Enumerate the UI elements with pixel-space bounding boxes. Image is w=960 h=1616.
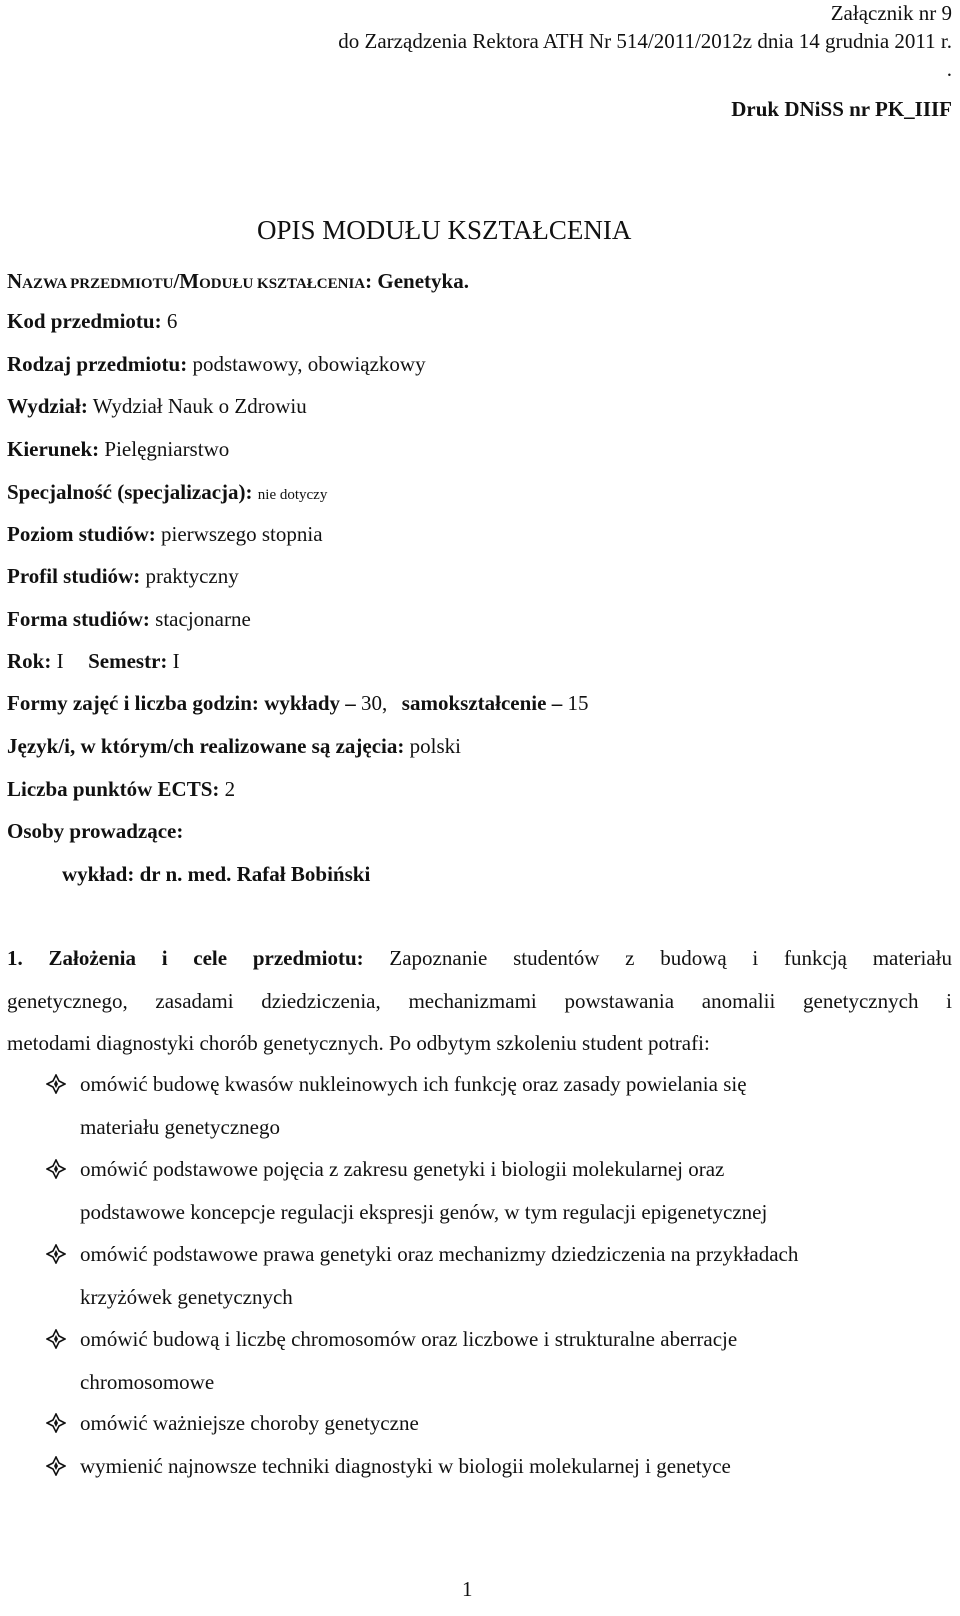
course-name-value: Genetyka. xyxy=(377,269,469,293)
field-row xyxy=(7,521,323,547)
section1-heading: 1. Założenia i cele przedmiotu: xyxy=(7,946,364,970)
field-label: Forma studiów: xyxy=(7,607,150,631)
diamond-bullet-icon xyxy=(46,1244,66,1264)
section1-line2: genetycznego, zasadami dziedziczenia, mechanizmami powstawania anomalii genetycznych i xyxy=(7,989,952,1013)
section1-line1 xyxy=(7,945,952,971)
bullet-item-line: krzyżówek genetycznych xyxy=(80,1285,293,1309)
lecturer-name: wykład: dr n. med. Rafał Bobiński xyxy=(62,862,371,886)
bullet-item-line: materiału genetycznego xyxy=(80,1115,280,1139)
field-label: Rodzaj przedmiotu: xyxy=(7,352,188,376)
diamond-bullet-icon xyxy=(46,1074,66,1094)
druk-number: Druk DNiSS nr PK_IIIF xyxy=(731,97,952,121)
field-row xyxy=(7,606,251,632)
field-label: Specjalność (specjalizacja): xyxy=(7,480,253,504)
ects-row xyxy=(7,776,235,802)
field-value: podstawowy, obowiązkowy xyxy=(192,352,426,376)
course-name-row xyxy=(7,268,469,297)
field-label: Wydział: xyxy=(7,394,88,418)
dash: – xyxy=(345,691,356,715)
course-name-slash: / xyxy=(173,269,180,293)
year-semester-row xyxy=(7,648,180,674)
self-study-label: samokształcenie xyxy=(401,691,547,715)
ects-label: Liczba punktów ECTS: xyxy=(7,777,220,801)
diamond-bullet-icon xyxy=(46,1159,66,1179)
course-name-label-cap2: M xyxy=(179,269,200,293)
bullet-item-line: omówić podstawowe pojęcia z zakresu genetyki i biologii molekularnej oraz xyxy=(80,1157,725,1181)
field-value: praktyczny xyxy=(145,564,239,588)
field-value: Pielęgniarstwo xyxy=(104,437,230,461)
bullet-item-line: omówić budowę kwasów nukleinowych ich funkcję oraz zasady powielania się xyxy=(80,1072,747,1096)
header-dot: . xyxy=(946,57,952,81)
field-label: Profil studiów: xyxy=(7,564,141,588)
bullet-item-line: omówić podstawowe prawa genetyki oraz mechanizmy dziedziczenia na przykładach xyxy=(80,1242,799,1266)
field-value: 6 xyxy=(166,309,178,333)
dash: – xyxy=(551,691,563,715)
lecture-hours: 30, xyxy=(361,691,388,715)
year-label: Rok: xyxy=(7,649,52,673)
field-value: Wydział Nauk o Zdrowiu xyxy=(92,394,307,418)
field-row xyxy=(7,393,307,419)
field-value: nie dotyczy xyxy=(257,487,328,503)
diamond-bullet-icon xyxy=(46,1329,66,1349)
field-value: pierwszego stopnia xyxy=(161,522,323,546)
attachment-number: Załącznik nr 9 xyxy=(830,1,952,25)
field-row xyxy=(7,479,327,508)
year-value: I xyxy=(56,649,64,673)
page-number: 1 xyxy=(462,1577,473,1601)
regulation-reference: do Zarządzenia Rektora ATH Nr 514/2011/2012z dnia 14 grudnia 2011 r. xyxy=(338,29,952,53)
class-forms-row xyxy=(7,690,588,716)
bullet-item-line: podstawowe koncepcje regulacji ekspresji genów, w tym regulacji epigenetycznej xyxy=(80,1200,768,1224)
field-value: stacjonarne xyxy=(155,607,251,631)
lecturers-label: Osoby prowadzące: xyxy=(7,819,184,843)
section1-line3: metodami diagnostyki chorób genetycznych. Po odbytym szkoleniu student potrafi: xyxy=(7,1031,710,1055)
semester-value: I xyxy=(172,649,180,673)
bullet-item-line: omówić ważniejsze choroby genetyczne xyxy=(80,1411,419,1435)
class-forms-label: Formy zajęć i liczba godzin: xyxy=(7,691,259,715)
semester-label: Semestr: xyxy=(88,649,168,673)
diamond-bullet-icon xyxy=(46,1413,66,1433)
field-row xyxy=(7,563,239,589)
diamond-bullet-icon xyxy=(46,1456,66,1476)
language-label: Język/i, w którym/ch realizowane są zajęcia: xyxy=(7,734,405,758)
page-title: OPIS MODUŁU KSZTAŁCENIA xyxy=(257,215,632,245)
language-value: polski xyxy=(409,734,461,758)
field-label: Poziom studiów: xyxy=(7,522,156,546)
field-row xyxy=(7,436,229,462)
bullet-item-line: chromosomowe xyxy=(80,1370,215,1394)
course-name-colon: : xyxy=(365,269,373,293)
field-row xyxy=(7,351,426,377)
field-row xyxy=(7,308,177,334)
section1-text: Zapoznanie studentów z budową i funkcją materiału xyxy=(389,946,953,970)
field-label: Kod przedmiotu: xyxy=(7,309,162,333)
self-study-hours: 15 xyxy=(567,691,589,715)
ects-value: 2 xyxy=(224,777,236,801)
course-name-label-rest2: ODUŁU KSZTAŁCENIA xyxy=(199,276,366,292)
field-label: Kierunek: xyxy=(7,437,100,461)
language-row xyxy=(7,733,461,759)
bullet-item-line: wymienić najnowsze techniki diagnostyki w biologii molekularnej i genetyce xyxy=(80,1454,731,1478)
course-name-label-cap1: N xyxy=(7,269,23,293)
bullet-item-line: omówić budową i liczbę chromosomów oraz liczbowe i strukturalne aberracje xyxy=(80,1327,738,1351)
course-name-label-rest1: AZWA PRZEDMIOTU xyxy=(22,276,174,292)
lecture-label: wykłady xyxy=(264,691,341,715)
